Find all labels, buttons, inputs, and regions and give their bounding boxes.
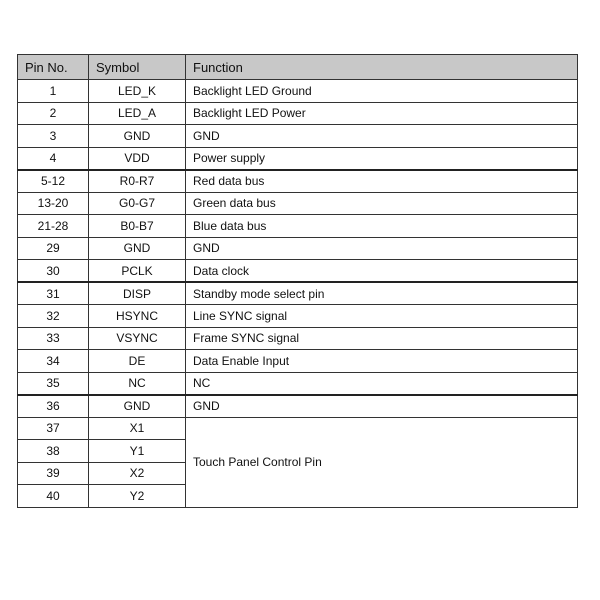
table-row [18,372,578,395]
function-cell: Standby mode select pin [186,282,578,305]
symbol-cell: GND [89,237,186,260]
table-row [18,192,578,215]
pin-cell: 31 [18,282,89,305]
function-cell: Data Enable Input [186,350,578,373]
symbol-cell: X1 [89,417,186,440]
function-cell: Blue data bus [186,215,578,238]
symbol-cell: NC [89,372,186,395]
table-row [18,417,578,440]
symbol-cell: Y1 [89,440,186,463]
table-row [18,237,578,260]
pin-cell: 34 [18,350,89,373]
symbol-cell: LED_A [89,102,186,125]
pin-cell: 2 [18,102,89,125]
header-pin-no: Pin No. [18,55,89,80]
symbol-cell: LED_K [89,80,186,103]
function-cell: Power supply [186,147,578,170]
pin-cell: 5-12 [18,170,89,193]
function-cell: Backlight LED Ground [186,80,578,103]
pin-cell: 35 [18,372,89,395]
pin-cell: 13-20 [18,192,89,215]
symbol-cell: DE [89,350,186,373]
table-row [18,80,578,103]
pin-cell: 1 [18,80,89,103]
symbol-cell: DISP [89,282,186,305]
pin-cell: 40 [18,485,89,508]
function-cell: Line SYNC signal [186,305,578,328]
pin-cell: 30 [18,260,89,283]
function-cell: GND [186,395,578,418]
pin-cell: 4 [18,147,89,170]
table-row [18,350,578,373]
table-row [18,147,578,170]
function-cell: GND [186,237,578,260]
header-symbol: Symbol [89,55,186,80]
pin-cell: 39 [18,462,89,485]
function-cell: Data clock [186,260,578,283]
table-header-row [18,55,578,80]
table-row [18,282,578,305]
table-row [18,305,578,328]
symbol-cell: VDD [89,147,186,170]
function-cell: Backlight LED Power [186,102,578,125]
pin-cell: 32 [18,305,89,328]
pin-cell: 37 [18,417,89,440]
symbol-cell: GND [89,395,186,418]
symbol-cell: VSYNC [89,327,186,350]
pin-cell: 21-28 [18,215,89,238]
symbol-cell: B0-B7 [89,215,186,238]
table-row [18,215,578,238]
pin-cell: 33 [18,327,89,350]
function-cell: GND [186,125,578,148]
function-cell: Green data bus [186,192,578,215]
pin-cell: 38 [18,440,89,463]
pin-cell: 36 [18,395,89,418]
table-row [18,395,578,418]
table-row [18,170,578,193]
function-cell: NC [186,372,578,395]
table-row [18,327,578,350]
header-function: Function [186,55,578,80]
pin-cell: 29 [18,237,89,260]
function-cell-touch-panel: Touch Panel Control Pin [186,417,578,507]
table-row [18,125,578,148]
function-cell: Red data bus [186,170,578,193]
symbol-cell: G0-G7 [89,192,186,215]
symbol-cell: GND [89,125,186,148]
function-cell: Frame SYNC signal [186,327,578,350]
symbol-cell: X2 [89,462,186,485]
pin-assignment-table [17,54,578,508]
symbol-cell: PCLK [89,260,186,283]
symbol-cell: Y2 [89,485,186,508]
table-row [18,260,578,283]
pin-cell: 3 [18,125,89,148]
symbol-cell: R0-R7 [89,170,186,193]
table-row [18,102,578,125]
symbol-cell: HSYNC [89,305,186,328]
